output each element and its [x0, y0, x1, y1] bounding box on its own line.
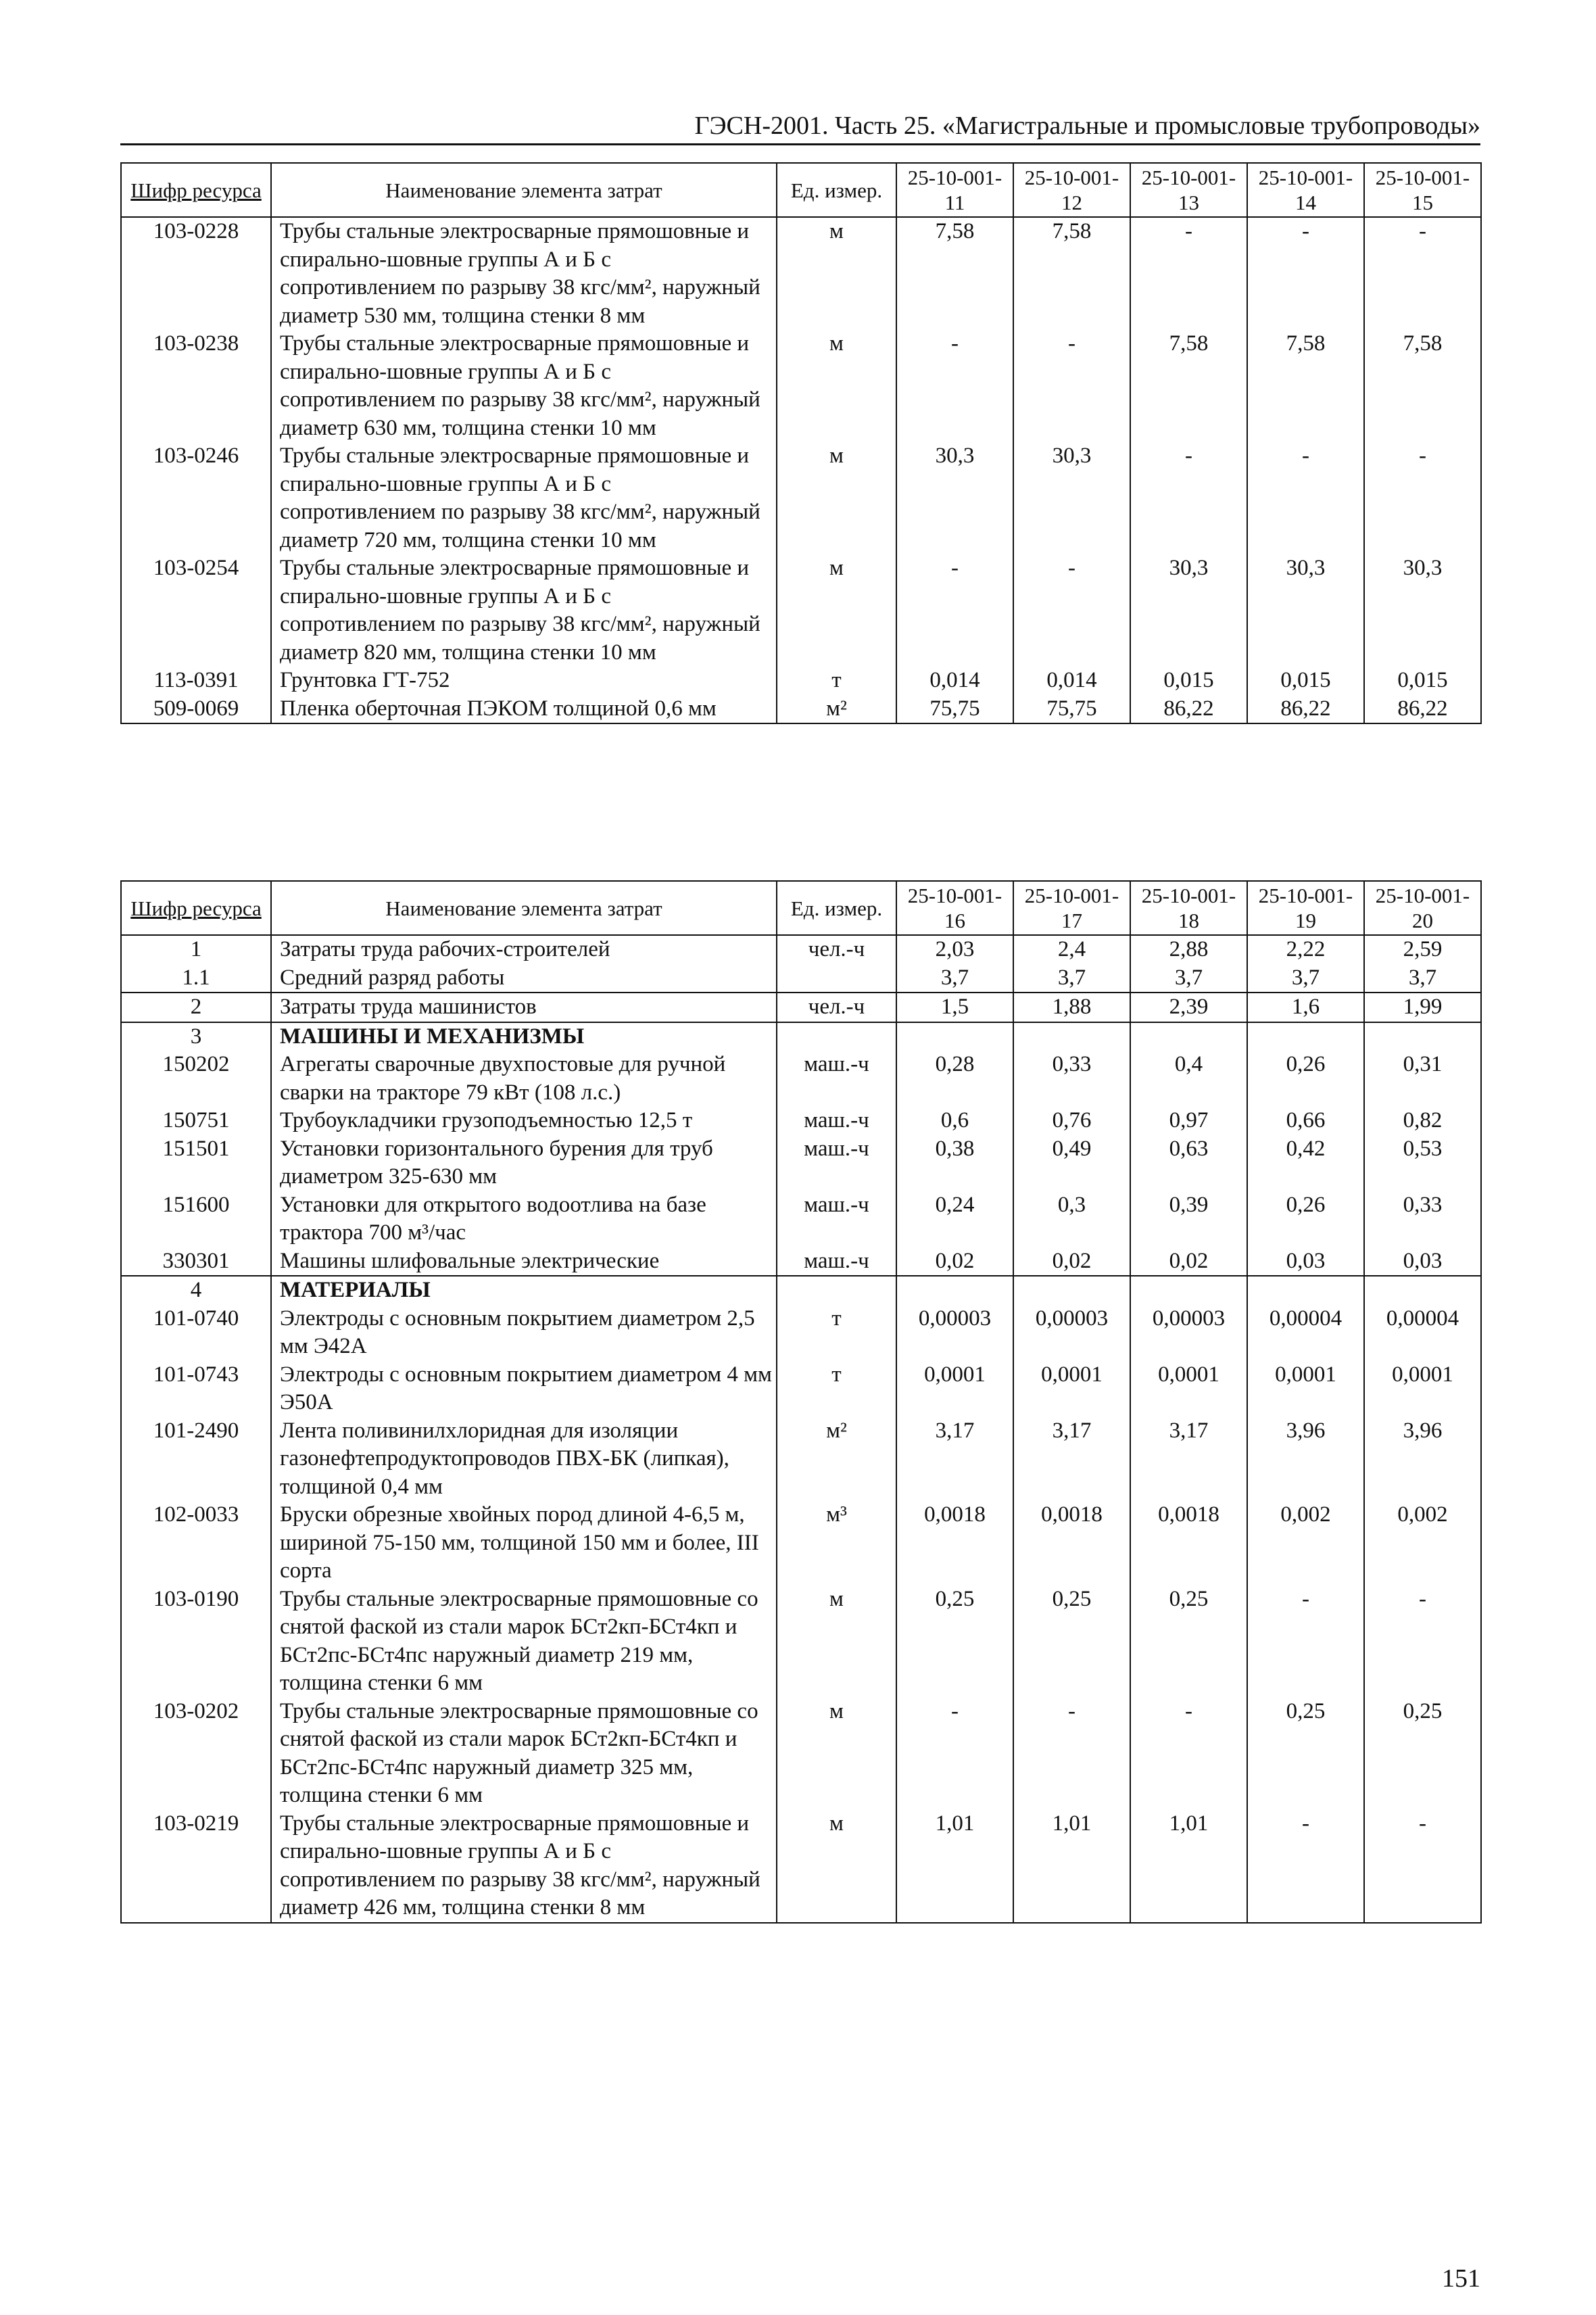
resource-name: Трубы стальные электросварные прямошовные и спирально-шовные группы А и Б с сопротивлением по разрыву 38 кгс/мм², наружный диаметр 426 мм, толщина стенки 8 мм	[271, 1810, 777, 1923]
value-c5: 3,96	[1364, 1417, 1481, 1502]
resource-code: 103-0228	[121, 217, 271, 330]
value-c1: 0,25	[896, 1585, 1013, 1698]
resource-unit: м²	[777, 1417, 896, 1502]
resource-code: 103-0202	[121, 1698, 271, 1810]
value-c2: 0,00003	[1013, 1305, 1130, 1361]
value-c4: -	[1247, 1810, 1364, 1923]
value-c2: 0,76	[1013, 1107, 1130, 1135]
value-c1: 0,0018	[896, 1501, 1013, 1585]
resource-name: Электроды с основным покрытием диаметром 2,5 мм Э42А	[271, 1305, 777, 1361]
value-c3: 0,97	[1130, 1107, 1247, 1135]
value-c3: 2,88	[1130, 935, 1247, 964]
value-c4	[1247, 1022, 1364, 1051]
resource-name: Бруски обрезные хвойных пород длиной 4-6,5 м, шириной 75-150 мм, толщиной 150 мм и более, III сорта	[271, 1501, 777, 1585]
col-header-c4: 25-10-001-19	[1247, 881, 1364, 935]
value-c4: 30,3	[1247, 554, 1364, 667]
value-c1: 1,01	[896, 1810, 1013, 1923]
value-c5: 0,03	[1364, 1247, 1481, 1276]
value-c2: 0,33	[1013, 1051, 1130, 1107]
resource-table-bottom	[120, 880, 1482, 1924]
resource-code: 1.1	[121, 964, 271, 993]
table-row	[121, 964, 1481, 993]
resource-name: Затраты труда машинистов	[271, 993, 777, 1022]
value-c1: 3,7	[896, 964, 1013, 993]
resource-code: 103-0246	[121, 442, 271, 554]
value-c2: -	[1013, 1698, 1130, 1810]
value-c2: 1,01	[1013, 1810, 1130, 1923]
value-c1: -	[896, 554, 1013, 667]
resource-unit: т	[777, 1361, 896, 1417]
resource-unit	[777, 1022, 896, 1051]
value-c3: -	[1130, 217, 1247, 330]
value-c5: 2,59	[1364, 935, 1481, 964]
resource-code: 102-0033	[121, 1501, 271, 1585]
resource-code: 151501	[121, 1135, 271, 1191]
value-c1: 0,0001	[896, 1361, 1013, 1417]
value-c4: 3,96	[1247, 1417, 1364, 1502]
value-c5: -	[1364, 1810, 1481, 1923]
table-row	[121, 1135, 1481, 1191]
resource-name: Агрегаты сварочные двухпостовые для ручной сварки на тракторе 79 кВт (108 л.с.)	[271, 1051, 777, 1107]
resource-unit	[777, 964, 896, 993]
value-c5: 0,53	[1364, 1135, 1481, 1191]
value-c2	[1013, 1276, 1130, 1305]
resource-code: 113-0391	[121, 667, 271, 695]
value-c3: 0,02	[1130, 1247, 1247, 1276]
value-c2: 0,0001	[1013, 1361, 1130, 1417]
resource-name: Трубы стальные электросварные прямошовные и спирально-шовные группы А и Б с сопротивлением по разрыву 38 кгс/мм², наружный диаметр 530 мм, толщина стенки 8 мм	[271, 217, 777, 330]
col-header-c1: 25-10-001-16	[896, 881, 1013, 935]
resource-unit: м	[777, 554, 896, 667]
value-c4: 0,42	[1247, 1135, 1364, 1191]
value-c1: 1,5	[896, 993, 1013, 1022]
value-c1: -	[896, 1698, 1013, 1810]
value-c4: 86,22	[1247, 695, 1364, 724]
value-c1: 0,00003	[896, 1305, 1013, 1361]
value-c2: 7,58	[1013, 217, 1130, 330]
value-c5	[1364, 1276, 1481, 1305]
resource-name: Установки горизонтального бурения для труб диаметром 325-630 мм	[271, 1135, 777, 1191]
resource-code: 1	[121, 935, 271, 964]
value-c2: 0,49	[1013, 1135, 1130, 1191]
resource-code: 103-0219	[121, 1810, 271, 1923]
value-c4: -	[1247, 1585, 1364, 1698]
value-c5: 86,22	[1364, 695, 1481, 724]
value-c3: 3,7	[1130, 964, 1247, 993]
value-c3: -	[1130, 442, 1247, 554]
table-row	[121, 1698, 1481, 1810]
value-c5: 0,25	[1364, 1698, 1481, 1810]
resource-name: Установки для открытого водоотлива на базе трактора 700 м³/час	[271, 1191, 777, 1247]
table-row	[121, 442, 1481, 554]
table-row	[121, 1051, 1481, 1107]
resource-code: 101-0743	[121, 1361, 271, 1417]
value-c5: 30,3	[1364, 554, 1481, 667]
value-c1: 0,38	[896, 1135, 1013, 1191]
table-row	[121, 695, 1481, 724]
resource-unit: м	[777, 442, 896, 554]
col-header-c4: 25-10-001-14	[1247, 163, 1364, 217]
resource-name: Трубоукладчики грузоподъемностью 12,5 т	[271, 1107, 777, 1135]
resource-name: Грунтовка ГТ-752	[271, 667, 777, 695]
value-c1: 0,014	[896, 667, 1013, 695]
value-c2: 0,014	[1013, 667, 1130, 695]
value-c4: 1,6	[1247, 993, 1364, 1022]
resource-code: 151600	[121, 1191, 271, 1247]
value-c2: 1,88	[1013, 993, 1130, 1022]
value-c4: 0,25	[1247, 1698, 1364, 1810]
value-c3: 0,0001	[1130, 1361, 1247, 1417]
resource-code: 509-0069	[121, 695, 271, 724]
value-c3: 0,015	[1130, 667, 1247, 695]
value-c1: 0,6	[896, 1107, 1013, 1135]
col-header-c5: 25-10-001-15	[1364, 163, 1481, 217]
value-c1: 75,75	[896, 695, 1013, 724]
resource-unit: маш.-ч	[777, 1191, 896, 1247]
value-c3: 0,4	[1130, 1051, 1247, 1107]
value-c3: 30,3	[1130, 554, 1247, 667]
value-c5: -	[1364, 442, 1481, 554]
col-header-c3: 25-10-001-18	[1130, 881, 1247, 935]
value-c3: 0,00003	[1130, 1305, 1247, 1361]
resource-name: Трубы стальные электросварные прямошовные и спирально-шовные группы А и Б с сопротивлением по разрыву 38 кгс/мм², наружный диаметр 630 мм, толщина стенки 10 мм	[271, 330, 777, 442]
resource-unit: м³	[777, 1501, 896, 1585]
value-c5	[1364, 1022, 1481, 1051]
value-c5: 0,015	[1364, 667, 1481, 695]
value-c2: 3,7	[1013, 964, 1130, 993]
table-row	[121, 1107, 1481, 1135]
table-row	[121, 935, 1481, 964]
table-header-row	[121, 881, 1481, 935]
resource-code: 103-0238	[121, 330, 271, 442]
value-c5: 0,00004	[1364, 1305, 1481, 1361]
value-c3: 0,63	[1130, 1135, 1247, 1191]
value-c4	[1247, 1276, 1364, 1305]
section-title: МАШИНЫ И МЕХАНИЗМЫ	[271, 1022, 777, 1051]
value-c4: 0,26	[1247, 1191, 1364, 1247]
value-c1: 0,02	[896, 1247, 1013, 1276]
table-row	[121, 1585, 1481, 1698]
table-row	[121, 667, 1481, 695]
resource-name: Затраты труда рабочих-строителей	[271, 935, 777, 964]
table-row	[121, 993, 1481, 1022]
value-c1	[896, 1022, 1013, 1051]
value-c1: 7,58	[896, 217, 1013, 330]
value-c5: 3,7	[1364, 964, 1481, 993]
value-c4: -	[1247, 217, 1364, 330]
col-header-c5: 25-10-001-20	[1364, 881, 1481, 935]
value-c4: 0,66	[1247, 1107, 1364, 1135]
value-c3: 2,39	[1130, 993, 1247, 1022]
value-c3: 3,17	[1130, 1417, 1247, 1502]
resource-code: 101-0740	[121, 1305, 271, 1361]
value-c2: -	[1013, 330, 1130, 442]
running-header: ГЭСН-2001. Часть 25. «Магистральные и промысловые трубопроводы»	[120, 108, 1480, 145]
resource-name: Электроды с основным покрытием диаметром 4 мм Э50А	[271, 1361, 777, 1417]
value-c2: 0,25	[1013, 1585, 1130, 1698]
table-row	[121, 1305, 1481, 1361]
value-c2: 0,02	[1013, 1247, 1130, 1276]
resource-unit: м	[777, 1585, 896, 1698]
resource-code: 103-0190	[121, 1585, 271, 1698]
value-c5: 0,33	[1364, 1191, 1481, 1247]
table-row	[121, 1191, 1481, 1247]
table-row	[121, 330, 1481, 442]
value-c3: 1,01	[1130, 1810, 1247, 1923]
col-header-c3: 25-10-001-13	[1130, 163, 1247, 217]
resource-unit: маш.-ч	[777, 1107, 896, 1135]
value-c2: 3,17	[1013, 1417, 1130, 1502]
resource-code: 330301	[121, 1247, 271, 1276]
col-header-c2: 25-10-001-12	[1013, 163, 1130, 217]
table-row	[121, 1361, 1481, 1417]
value-c1: -	[896, 330, 1013, 442]
value-c2: 2,4	[1013, 935, 1130, 964]
col-header-code: Шифр ресурса	[121, 163, 271, 217]
resource-code: 103-0254	[121, 554, 271, 667]
value-c3	[1130, 1276, 1247, 1305]
value-c2: 0,0018	[1013, 1501, 1130, 1585]
resource-name: Трубы стальные электросварные прямошовные и спирально-шовные группы А и Б с сопротивлением по разрыву 38 кгс/мм², наружный диаметр 720 мм, толщина стенки 10 мм	[271, 442, 777, 554]
resource-unit: м	[777, 217, 896, 330]
value-c4: 7,58	[1247, 330, 1364, 442]
table-row	[121, 554, 1481, 667]
value-c5: 0,0001	[1364, 1361, 1481, 1417]
value-c2: 75,75	[1013, 695, 1130, 724]
value-c1: 0,24	[896, 1191, 1013, 1247]
resource-unit: т	[777, 1305, 896, 1361]
value-c4: 2,22	[1247, 935, 1364, 964]
table-header-row	[121, 163, 1481, 217]
resource-unit: маш.-ч	[777, 1135, 896, 1191]
resource-name: Средний разряд работы	[271, 964, 777, 993]
resource-name: Трубы стальные электросварные прямошовные и спирально-шовные группы А и Б с сопротивлением по разрыву 38 кгс/мм², наружный диаметр 820 мм, толщина стенки 10 мм	[271, 554, 777, 667]
resource-unit: чел.-ч	[777, 935, 896, 964]
section-code: 3	[121, 1022, 271, 1051]
value-c3	[1130, 1022, 1247, 1051]
value-c3: 86,22	[1130, 695, 1247, 724]
resource-unit: м	[777, 330, 896, 442]
resource-unit: т	[777, 667, 896, 695]
value-c3: -	[1130, 1698, 1247, 1810]
resource-code: 150751	[121, 1107, 271, 1135]
table-row	[121, 217, 1481, 330]
resource-unit: м	[777, 1698, 896, 1810]
resource-code: 101-2490	[121, 1417, 271, 1502]
resource-unit: чел.-ч	[777, 993, 896, 1022]
value-c4: 0,002	[1247, 1501, 1364, 1585]
value-c2: -	[1013, 554, 1130, 667]
col-header-code: Шифр ресурса	[121, 881, 271, 935]
page-number: 151	[1442, 2264, 1480, 2293]
col-header-c1: 25-10-001-11	[896, 163, 1013, 217]
col-header-unit: Ед. измер.	[777, 881, 896, 935]
section-row	[121, 1022, 1481, 1051]
value-c2	[1013, 1022, 1130, 1051]
value-c1: 2,03	[896, 935, 1013, 964]
value-c1: 30,3	[896, 442, 1013, 554]
resource-name: Лента поливинилхлоридная для изоляции газонефтепродуктопроводов ПВХ-БК (липкая), толщиной 0,4 мм	[271, 1417, 777, 1502]
value-c3: 7,58	[1130, 330, 1247, 442]
col-header-name: Наименование элемента затрат	[271, 163, 777, 217]
table-row	[121, 1247, 1481, 1276]
value-c3: 0,25	[1130, 1585, 1247, 1698]
resource-name: Пленка оберточная ПЭКОМ толщиной 0,6 мм	[271, 695, 777, 724]
value-c4: 0,03	[1247, 1247, 1364, 1276]
value-c4: 3,7	[1247, 964, 1364, 993]
resource-name: Трубы стальные электросварные прямошовные со снятой фаской из стали марок БСт2кп-БСт4кп и БСт2пс-БСт4пс наружный диаметр 325 мм, толщина стенки 6 мм	[271, 1698, 777, 1810]
table-row	[121, 1417, 1481, 1502]
value-c5: 1,99	[1364, 993, 1481, 1022]
resource-code: 2	[121, 993, 271, 1022]
resource-table-top	[120, 162, 1482, 724]
col-header-c2: 25-10-001-17	[1013, 881, 1130, 935]
value-c5: 0,002	[1364, 1501, 1481, 1585]
section-code: 4	[121, 1276, 271, 1305]
col-header-unit: Ед. измер.	[777, 163, 896, 217]
resource-name: Машины шлифовальные электрические	[271, 1247, 777, 1276]
section-title: МАТЕРИАЛЫ	[271, 1276, 777, 1305]
value-c2: 30,3	[1013, 442, 1130, 554]
resource-unit: м	[777, 1810, 896, 1923]
value-c1: 0,28	[896, 1051, 1013, 1107]
value-c4: 0,0001	[1247, 1361, 1364, 1417]
value-c3: 0,39	[1130, 1191, 1247, 1247]
table-row	[121, 1810, 1481, 1923]
section-row	[121, 1276, 1481, 1305]
resource-unit: маш.-ч	[777, 1051, 896, 1107]
value-c5: -	[1364, 1585, 1481, 1698]
resource-code: 150202	[121, 1051, 271, 1107]
resource-unit: м²	[777, 695, 896, 724]
value-c1: 3,17	[896, 1417, 1013, 1502]
col-header-name: Наименование элемента затрат	[271, 881, 777, 935]
resource-unit: маш.-ч	[777, 1247, 896, 1276]
resource-name: Трубы стальные электросварные прямошовные со снятой фаской из стали марок БСт2кп-БСт4кп и БСт2пс-БСт4пс наружный диаметр 219 мм, толщина стенки 6 мм	[271, 1585, 777, 1698]
value-c4: 0,00004	[1247, 1305, 1364, 1361]
value-c5: 7,58	[1364, 330, 1481, 442]
value-c3: 0,0018	[1130, 1501, 1247, 1585]
resource-unit	[777, 1276, 896, 1305]
value-c4: -	[1247, 442, 1364, 554]
value-c1	[896, 1276, 1013, 1305]
value-c5: -	[1364, 217, 1481, 330]
value-c5: 0,82	[1364, 1107, 1481, 1135]
table-row	[121, 1501, 1481, 1585]
value-c2: 0,3	[1013, 1191, 1130, 1247]
value-c4: 0,26	[1247, 1051, 1364, 1107]
value-c5: 0,31	[1364, 1051, 1481, 1107]
value-c4: 0,015	[1247, 667, 1364, 695]
